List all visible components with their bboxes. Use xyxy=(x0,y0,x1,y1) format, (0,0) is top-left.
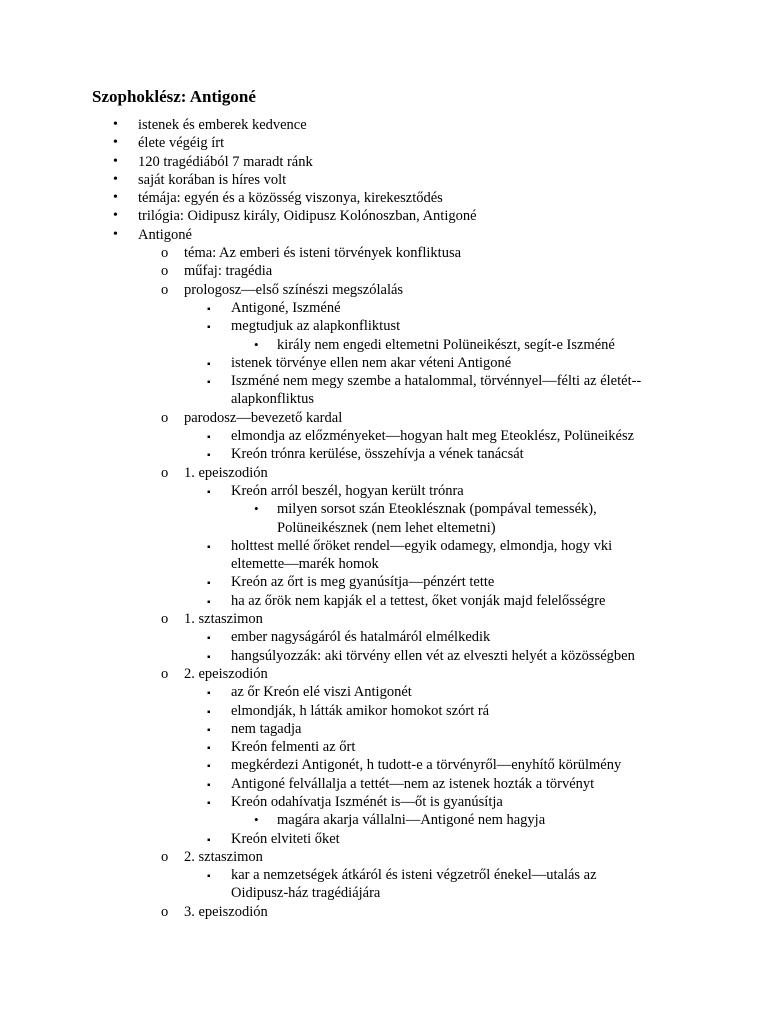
list-item-level-3 xyxy=(0,756,768,774)
list-item-level-1 xyxy=(0,134,768,152)
list-item-level-1 xyxy=(0,171,768,189)
list-item-level-1 xyxy=(0,116,768,134)
list-item-level-2 xyxy=(0,262,768,280)
list-item-text: Antigoné, Iszméné xyxy=(231,299,341,316)
bullet-marker: ▪ xyxy=(207,651,211,663)
list-item-text: megtudjuk az alapkonfliktust xyxy=(231,318,401,335)
bullet-marker: ▪ xyxy=(207,377,211,389)
list-item-text: kar a nemzetségek átkáról és isteni végzetről énekel—utalás az xyxy=(231,867,597,884)
list-item-text: eltemette—marék homok xyxy=(231,556,379,573)
list-item-level-3 xyxy=(0,573,768,591)
list-item-level-1 xyxy=(0,207,768,225)
bullet-marker: o xyxy=(161,611,169,628)
bullet-marker: o xyxy=(161,281,169,298)
list-item-level-1 xyxy=(0,226,768,244)
list-item-text: 120 tragédiából 7 maradt ránk xyxy=(138,153,313,170)
list-item-text: istenek és emberek kedvence xyxy=(138,117,307,133)
bullet-marker: • xyxy=(113,226,118,242)
list-item-text: Kreón trónra kerülése, összehívja a vének tanácsát xyxy=(231,446,524,463)
list-item-level-2 xyxy=(0,848,768,866)
list-item-text: elmondja az előzményeket—hogyan halt meg Eteoklész, Polüneikész xyxy=(231,428,635,445)
list-item-text: elmondják, h látták amikor homokot szórt rá xyxy=(231,702,490,719)
list-item-text: istenek törvénye ellen nem akar véteni Antigoné xyxy=(231,354,512,371)
bullet-marker: • xyxy=(254,501,259,517)
bullet-marker: • xyxy=(113,117,118,132)
list-item-text: élete végéig írt xyxy=(138,135,225,152)
list-item-text: Antigoné felvállalja a tettét—nem az istenek hozták a törvényt xyxy=(231,775,595,792)
bullet-marker: • xyxy=(254,812,259,828)
list-item-level-3 xyxy=(0,317,768,335)
list-item-level-3 xyxy=(0,482,768,500)
list-item-text: Kreón felmenti az őrt xyxy=(231,739,356,756)
list-item-text: nem tagadja xyxy=(231,720,302,737)
list-item-text: az őr Kreón elé viszi Antigonét xyxy=(231,684,412,701)
list-item-text: műfaj: tragédia xyxy=(184,263,273,280)
list-item-text: 2. epeiszodión xyxy=(184,665,268,682)
list-item-level-4 xyxy=(0,519,768,537)
list-item-level-3 xyxy=(0,775,768,793)
bullet-marker: ▪ xyxy=(207,743,211,755)
list-item-level-3 xyxy=(0,354,768,372)
list-item-level-3 xyxy=(0,866,768,884)
list-item-text: 1. epeiszodión xyxy=(184,464,268,481)
list-item-text: ember nagyságáról és hatalmáról elmélkedik xyxy=(231,629,491,646)
bullet-marker: ▪ xyxy=(207,871,211,883)
list-item-level-3 xyxy=(0,647,768,665)
list-item-text: király nem engedi eltemetni Polüneikészt, segít-e Iszméné xyxy=(277,336,615,353)
list-item-text: 2. sztaszimon xyxy=(184,848,263,865)
list-item-text: Kreón az őrt is meg gyanúsítja—pénzért tette xyxy=(231,574,495,591)
list-item-level-3 xyxy=(0,555,768,573)
bullet-marker: • xyxy=(113,208,118,224)
list-item-level-2 xyxy=(0,281,768,299)
list-item-text: prologosz—első színészi megszólalás xyxy=(184,281,404,298)
list-item-level-3 xyxy=(0,628,768,646)
bullet-marker: • xyxy=(113,153,118,169)
list-item-text: Polüneikésznek (nem lehet eltemetni) xyxy=(277,519,496,536)
bullet-marker: ▪ xyxy=(207,358,211,370)
list-item-text: parodosz—bevezető kardal xyxy=(184,409,343,426)
bullet-marker: ▪ xyxy=(207,578,211,590)
bullet-marker: ▪ xyxy=(207,797,211,809)
list-item-level-4 xyxy=(0,500,768,518)
document-title: Szophoklész: Antigoné xyxy=(92,87,256,106)
bullet-marker: o xyxy=(161,848,169,865)
bullet-marker: ▪ xyxy=(207,834,211,846)
bullet-marker: o xyxy=(161,903,169,920)
bullet-marker: ▪ xyxy=(207,779,211,791)
list-item-level-4 xyxy=(0,811,768,829)
list-item-text: 3. epeiszodión xyxy=(184,903,268,920)
bullet-marker: ▪ xyxy=(207,303,211,315)
list-item-text: témája: egyén és a közösség viszonya, kirekesztődés xyxy=(138,190,443,207)
list-item-level-3 xyxy=(0,702,768,720)
list-item-text: Antigoné xyxy=(138,226,192,243)
bullet-marker: • xyxy=(254,336,259,352)
list-item-text: trilógia: Oidipusz király, Oidipusz Kolónoszban, Antigoné xyxy=(138,208,477,225)
list-item-level-3 xyxy=(0,390,768,408)
list-item-text: Kreón arról beszél, hogyan került trónra xyxy=(231,482,464,499)
list-item-level-2 xyxy=(0,903,768,921)
list-item-level-1 xyxy=(0,153,768,171)
list-item-level-3 xyxy=(0,793,768,811)
list-item-text: Oidipusz-ház tragédiájára xyxy=(231,885,381,902)
list-item-text: megkérdezi Antigonét, h tudott-e a törvényről—enyhítő körülmény xyxy=(231,757,622,774)
list-item-level-3 xyxy=(0,445,768,463)
bullet-marker: o xyxy=(161,263,169,280)
list-item-level-2 xyxy=(0,409,768,427)
list-item-text: téma: Az emberi és isteni törvények konfliktusa xyxy=(184,245,462,262)
list-item-text: 1. sztaszimon xyxy=(184,611,263,628)
bullet-marker: o xyxy=(161,245,169,262)
list-item-text: milyen sorsot szán Eteoklésznak (pompával temessék), xyxy=(277,501,597,518)
list-item-level-3 xyxy=(0,683,768,701)
list-item-level-1 xyxy=(0,189,768,207)
list-item-text: Kreón odahívatja Iszménét is—őt is gyanúsítja xyxy=(231,793,503,810)
bullet-marker: ▪ xyxy=(207,322,211,334)
bullet-marker: o xyxy=(161,409,169,426)
bullet-marker: ▪ xyxy=(207,706,211,718)
bullet-marker: • xyxy=(113,135,118,151)
list-item-text: holttest mellé őröket rendel—egyik odamegy, elmondja, hogy vki xyxy=(231,537,613,554)
bullet-marker: ▪ xyxy=(207,432,211,444)
list-item-level-3 xyxy=(0,299,768,317)
bullet-marker: ▪ xyxy=(207,450,211,462)
list-item-text: hangsúlyozzák: aki törvény ellen vét az elveszti helyét a közösségben xyxy=(231,647,635,664)
bullet-marker: o xyxy=(161,665,169,682)
list-item-level-3 xyxy=(0,537,768,555)
list-item-level-3 xyxy=(0,720,768,738)
bullet-marker: ▪ xyxy=(207,596,211,608)
list-item-text: Kreón elviteti őket xyxy=(231,830,340,847)
list-item-level-3 xyxy=(0,427,768,445)
bullet-marker: o xyxy=(161,464,169,481)
list-item-level-3 xyxy=(0,738,768,756)
bullet-marker: ▪ xyxy=(207,724,211,736)
list-item-level-3 xyxy=(0,830,768,848)
list-item-level-3 xyxy=(0,592,768,610)
list-item-level-4 xyxy=(0,336,768,354)
bullet-marker: ▪ xyxy=(207,633,211,645)
bullet-marker: ▪ xyxy=(207,541,211,553)
bullet-marker: ▪ xyxy=(207,761,211,773)
list-item-level-2 xyxy=(0,665,768,683)
bullet-marker: • xyxy=(113,171,118,187)
list-item-level-2 xyxy=(0,610,768,628)
bullet-marker: ▪ xyxy=(207,688,211,700)
list-item-level-2 xyxy=(0,464,768,482)
outline-list xyxy=(0,116,768,921)
bullet-marker: ▪ xyxy=(207,486,211,498)
list-item-level-2 xyxy=(0,244,768,262)
list-item-level-3 xyxy=(0,884,768,902)
list-item-level-3 xyxy=(0,372,768,390)
list-item-text: magára akarja vállalni—Antigoné nem hagyja xyxy=(277,812,546,829)
bullet-marker: • xyxy=(113,190,118,206)
list-item-text: saját korában is híres volt xyxy=(138,171,287,188)
list-item-text: alapkonfliktus xyxy=(231,391,314,408)
list-item-text: ha az őrök nem kapják el a tettest, őket vonják majd felelősségre xyxy=(231,592,606,609)
list-item-text: Iszméné nem megy szembe a hatalommal, törvénnyel—félti az életét-- xyxy=(231,373,642,390)
